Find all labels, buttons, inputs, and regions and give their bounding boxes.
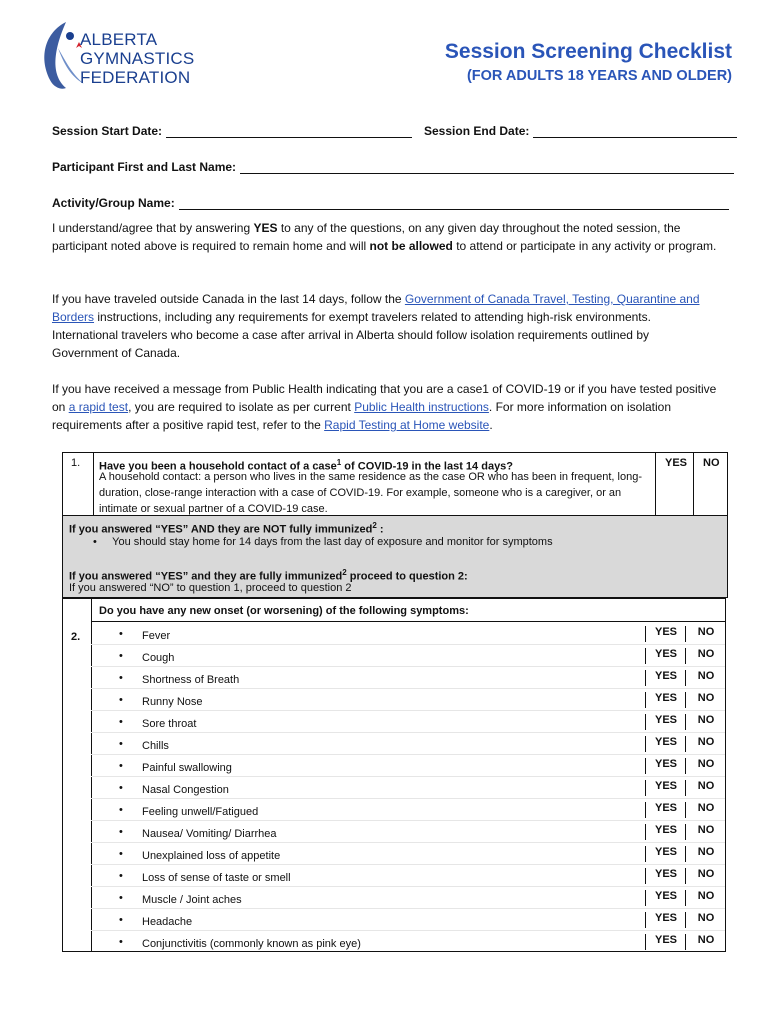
symptom-no-option[interactable]: NO bbox=[685, 758, 726, 774]
rapid-testing-home-link[interactable]: Rapid Testing at Home website bbox=[324, 418, 490, 432]
answered-no-instruction: If you answered “NO” to question 1, proceed to question 2 bbox=[69, 582, 352, 594]
travel-text-2: instructions, including any requirements for exempt travelers related to attending high-risk environments. International travelers who become a case after arrival in Alberta should follow isolation requirements outlined by Government of Canada. bbox=[52, 310, 651, 360]
symptom-row bbox=[63, 843, 725, 865]
question-2-number: 2. bbox=[71, 631, 81, 643]
symptom-label: Shortness of Breath bbox=[142, 674, 240, 686]
bullet-icon: • bbox=[119, 804, 123, 816]
bullet-icon: • bbox=[119, 694, 123, 706]
symptom-label: Muscle / Joint aches bbox=[142, 894, 242, 906]
symptom-label: Painful swallowing bbox=[142, 762, 232, 774]
not-immunized-text-b: : bbox=[376, 523, 384, 536]
bullet-icon: • bbox=[119, 914, 123, 926]
symptom-row bbox=[63, 909, 725, 931]
symptom-row bbox=[63, 821, 725, 843]
symptom-label: Runny Nose bbox=[142, 696, 203, 708]
agreement-paragraph bbox=[52, 219, 718, 255]
agreement-text-2: to any of the questions, on any given day throughout the noted session, the participant noted above is required to remain home and will bbox=[52, 221, 681, 253]
symptom-label: Sore throat bbox=[142, 718, 197, 730]
bullet-icon: • bbox=[119, 628, 123, 640]
health-text-3: . For more information on isolation requirements after a positive rapid test, refer to the bbox=[52, 400, 672, 432]
bullet-icon: • bbox=[119, 738, 123, 750]
symptom-no-option[interactable]: NO bbox=[685, 626, 726, 642]
session-end-line[interactable] bbox=[533, 125, 737, 138]
symptom-no-option[interactable]: NO bbox=[685, 846, 726, 862]
symptom-no-option[interactable]: NO bbox=[685, 868, 726, 884]
symptom-yes-option[interactable]: YES bbox=[645, 626, 686, 642]
question-2-heading: Do you have any new onset (or worsening) of the following symptoms: bbox=[99, 605, 469, 617]
symptom-row bbox=[63, 755, 725, 777]
symptom-no-option[interactable]: NO bbox=[685, 670, 726, 686]
bullet-icon: • bbox=[119, 892, 123, 904]
logo-line-3: FEDERATION bbox=[80, 68, 191, 87]
symptom-no-option[interactable]: NO bbox=[685, 802, 726, 818]
stay-home-text: You should stay home for 14 days from the last day of exposure and monitor for symptoms bbox=[112, 536, 553, 548]
symptom-label: Nausea/ Vomiting/ Diarrhea bbox=[142, 828, 277, 840]
page-subtitle: (FOR ADULTS 18 YEARS AND OLDER) bbox=[466, 68, 732, 84]
participant-name-line[interactable] bbox=[240, 161, 734, 174]
symptom-yes-option[interactable]: YES bbox=[645, 670, 686, 686]
session-end-field[interactable] bbox=[424, 124, 737, 138]
symptom-row bbox=[63, 887, 725, 909]
household-contact-definition: A household contact: a person who lives in the same residence as the case OR who has been in frequent, long-duration, close-range interaction with a case of COVID-19. For example, someone who is a caregiver, or an intimate or sexual partner of a COVID-19 case. bbox=[99, 471, 642, 515]
symptom-no-option[interactable]: NO bbox=[685, 890, 726, 906]
session-start-line[interactable] bbox=[166, 125, 412, 138]
symptom-row bbox=[63, 667, 725, 689]
symptom-label: Loss of sense of taste or smell bbox=[142, 872, 291, 884]
agreement-yes: YES bbox=[253, 221, 278, 235]
health-text-2: , you are required to isolate as per current bbox=[128, 400, 355, 414]
symptom-label: Nasal Congestion bbox=[142, 784, 229, 796]
symptom-yes-option[interactable]: YES bbox=[645, 868, 686, 884]
session-end-label: Session End Date: bbox=[424, 124, 530, 138]
symptom-yes-option[interactable]: YES bbox=[645, 736, 686, 752]
not-immunized-footnote: 2 bbox=[372, 521, 377, 530]
bullet-icon: • bbox=[119, 848, 123, 860]
activity-group-line[interactable] bbox=[179, 197, 729, 210]
bullet-icon: • bbox=[119, 716, 123, 728]
symptom-yes-option[interactable]: YES bbox=[645, 934, 686, 950]
symptom-label: Conjunctivitis (commonly known as pink eye) bbox=[142, 938, 361, 950]
bullet-icon: • bbox=[119, 672, 123, 684]
public-health-paragraph bbox=[52, 380, 718, 434]
symptom-yes-option[interactable]: YES bbox=[645, 824, 686, 840]
session-start-label: Session Start Date: bbox=[52, 124, 163, 138]
immunized-footnote: 2 bbox=[342, 568, 347, 577]
symptom-yes-option[interactable]: YES bbox=[645, 714, 686, 730]
agreement-not-allowed: not be allowed bbox=[369, 239, 453, 253]
symptom-yes-option[interactable]: YES bbox=[645, 802, 686, 818]
symptom-yes-option[interactable]: YES bbox=[645, 912, 686, 928]
question-1-no-option[interactable]: NO bbox=[703, 457, 720, 469]
health-text-1: If you have received a message from Public Health indicating that you are a case1 of COVID-19 or if you have tested positive on bbox=[52, 382, 717, 414]
symptom-label: Feeling unwell/Fatigued bbox=[142, 806, 259, 818]
health-text-4: . bbox=[489, 418, 493, 432]
symptom-yes-option[interactable]: YES bbox=[645, 758, 686, 774]
bullet-icon: • bbox=[119, 826, 123, 838]
symptom-row bbox=[63, 799, 725, 821]
question-1-guidance bbox=[63, 516, 727, 597]
question-1-text-a: Have you been a household contact of a case bbox=[99, 460, 337, 473]
travel-guidelines-link[interactable]: Government of Canada Travel, Testing, Quarantine and Borders bbox=[52, 292, 700, 324]
bullet-icon: • bbox=[119, 760, 123, 772]
agreement-text-1: I understand/agree that by answering bbox=[52, 221, 254, 235]
symptom-no-option[interactable]: NO bbox=[685, 934, 726, 950]
symptom-no-option[interactable]: NO bbox=[685, 714, 726, 730]
symptom-row bbox=[63, 733, 725, 755]
symptom-yes-option[interactable]: YES bbox=[645, 648, 686, 664]
symptom-label: Fever bbox=[142, 630, 171, 642]
participant-name-field[interactable] bbox=[52, 160, 734, 174]
symptom-row bbox=[63, 689, 725, 711]
immunized-text-a: If you answered “YES” and they are fully immunized bbox=[69, 570, 343, 583]
symptom-no-option[interactable]: NO bbox=[685, 692, 726, 708]
symptom-row bbox=[63, 865, 725, 887]
rapid-test-link[interactable]: a rapid test bbox=[68, 400, 129, 414]
bullet-icon: • bbox=[119, 870, 123, 882]
agreement-text-3: to attend or participate in any activity or program. bbox=[452, 239, 717, 253]
question-1-number: 1. bbox=[71, 457, 81, 469]
symptom-no-option[interactable]: NO bbox=[685, 780, 726, 796]
bullet-icon: • bbox=[119, 782, 123, 794]
symptom-yes-option[interactable]: YES bbox=[645, 890, 686, 906]
stay-home-bullet: • You should stay home for 14 days from the last day of exposure and monitor for symptoms bbox=[93, 536, 553, 548]
logo-line-1: ALBERTA bbox=[80, 30, 158, 49]
travel-paragraph bbox=[52, 290, 718, 362]
activity-group-field[interactable] bbox=[52, 196, 729, 210]
symptom-yes-option[interactable]: YES bbox=[645, 780, 686, 796]
session-start-field[interactable] bbox=[52, 124, 412, 138]
activity-group-label: Activity/Group Name: bbox=[52, 196, 175, 210]
symptom-row bbox=[63, 777, 725, 799]
question-1-text-b: of COVID-19 in the last 14 days? bbox=[341, 460, 514, 473]
travel-text-1: If you have traveled outside Canada in the last 14 days, follow the bbox=[52, 292, 405, 306]
symptom-row bbox=[63, 623, 725, 645]
symptom-label: Unexplained loss of appetite bbox=[142, 850, 281, 862]
logo-line-2: GYMNASTICS bbox=[80, 49, 195, 68]
symptom-row bbox=[63, 931, 725, 953]
symptom-label: Chills bbox=[142, 740, 169, 752]
question-1-yes-option[interactable]: YES bbox=[665, 457, 688, 469]
question-2-table bbox=[62, 598, 726, 952]
bullet-icon: • bbox=[119, 936, 123, 948]
symptom-no-option[interactable]: NO bbox=[685, 648, 726, 664]
page-title: Session Screening Checklist bbox=[444, 40, 732, 63]
symptom-label: Cough bbox=[142, 652, 175, 664]
public-health-instructions-link[interactable]: Public Health instructions bbox=[354, 400, 489, 414]
symptom-row bbox=[63, 711, 725, 733]
symptom-no-option[interactable]: NO bbox=[685, 736, 726, 752]
logo-text bbox=[80, 30, 194, 87]
symptom-row bbox=[63, 645, 725, 667]
symptom-yes-option[interactable]: YES bbox=[645, 692, 686, 708]
question-1-table bbox=[62, 452, 728, 598]
symptom-no-option[interactable]: NO bbox=[685, 824, 726, 840]
symptom-no-option[interactable]: NO bbox=[685, 912, 726, 928]
symptom-label: Headache bbox=[142, 916, 193, 928]
symptom-yes-option[interactable]: YES bbox=[645, 846, 686, 862]
question-1-footnote: 1 bbox=[336, 458, 342, 467]
bullet-icon: • bbox=[119, 650, 123, 662]
not-immunized-text-a: If you answered “YES” AND they are NOT fully immunized bbox=[69, 523, 373, 536]
participant-name-label: Participant First and Last Name: bbox=[52, 160, 237, 174]
immunized-text-b: proceed to question 2: bbox=[346, 570, 468, 583]
